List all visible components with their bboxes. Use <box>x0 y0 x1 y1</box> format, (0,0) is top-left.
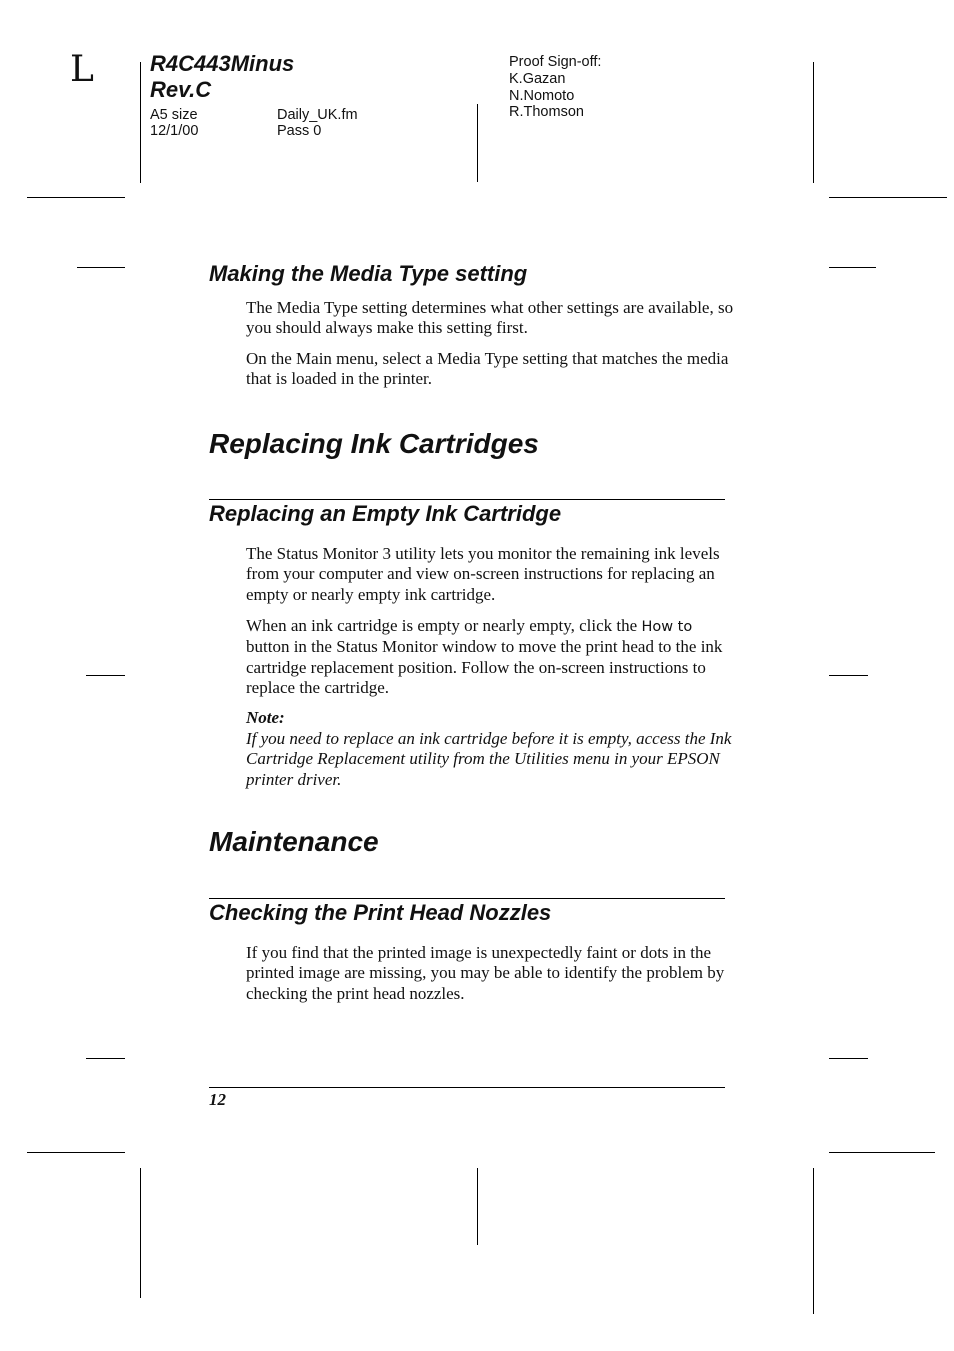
paragraph-text: When an ink cartridge is empty or nearly empty, click the <box>246 616 642 635</box>
crop-mark <box>829 267 876 268</box>
crop-mark <box>813 1168 814 1314</box>
section-rule <box>209 898 725 899</box>
paragraph: The Media Type setting determines what other settings are available, so you should always make this setting first. <box>246 298 734 338</box>
crop-mark <box>27 1152 125 1153</box>
proof-signoff <box>509 54 601 121</box>
crop-mark <box>477 1168 478 1245</box>
corner-mark: L <box>70 49 94 90</box>
crop-mark <box>829 1058 868 1059</box>
crop-mark <box>829 197 947 198</box>
crop-mark <box>86 675 125 676</box>
how-to-button-label: How to <box>641 619 693 635</box>
paragraph <box>246 616 736 699</box>
crop-mark <box>813 62 814 183</box>
crop-mark <box>27 197 125 198</box>
crop-mark <box>829 675 868 676</box>
footer-rule <box>209 1087 725 1088</box>
crop-mark <box>77 267 125 268</box>
paragraph: If you find that the printed image is unexpectedly faint or dots in the printed image are missing, you may be able to identify the problem by checking the print head nozzles. <box>246 943 725 1003</box>
document-title-line2: Rev.C <box>150 77 212 102</box>
chapter-title-replacing: Replacing Ink Cartridges <box>209 428 539 459</box>
crop-mark <box>477 104 478 182</box>
document-date: 12/1/00 <box>150 123 199 139</box>
section-rule <box>209 499 725 500</box>
pass-number: Pass 0 <box>277 123 322 139</box>
heading-replacing-empty: Replacing an Empty Ink Cartridge <box>209 501 562 526</box>
crop-mark <box>140 62 141 183</box>
proof-name: K.Gazan <box>509 70 566 87</box>
crop-mark <box>140 1168 141 1298</box>
chapter-title-maintenance: Maintenance <box>209 826 379 857</box>
page-number: 12 <box>209 1090 226 1109</box>
proof-label: Proof Sign-off: <box>509 54 602 70</box>
paragraph: On the Main menu, select a Media Type setting that matches the media that is loaded in the printer. <box>246 349 729 389</box>
file-name: Daily_UK.fm <box>277 107 358 123</box>
proof-name: R.Thomson <box>509 104 584 121</box>
crop-mark <box>829 1152 935 1153</box>
document-title-line1: R4C443Minus <box>150 51 295 76</box>
page-size: A5 size <box>150 107 198 123</box>
heading-media-type: Making the Media Type setting <box>209 261 528 286</box>
crop-mark <box>86 1058 125 1059</box>
heading-print-head-nozzles: Checking the Print Head Nozzles <box>209 900 552 925</box>
note-label: Note: <box>246 708 285 727</box>
paragraph-text: button in the Status Monitor window to move the print head to the ink cartridge replacement position. Follow the on-screen instructions to replace the cartridge. <box>246 637 723 698</box>
proof-name: N.Nomoto <box>509 87 575 104</box>
document-title <box>150 51 294 103</box>
note-text: If you need to replace an ink cartridge before it is empty, access the Ink Cartridge Replacement utility from the Utilities menu in your EPSON printer driver. <box>246 729 732 789</box>
paragraph: The Status Monitor 3 utility lets you monitor the remaining ink levels from your computer and view on-screen instructions for replacing an empty or nearly empty ink cartridge. <box>246 544 720 604</box>
